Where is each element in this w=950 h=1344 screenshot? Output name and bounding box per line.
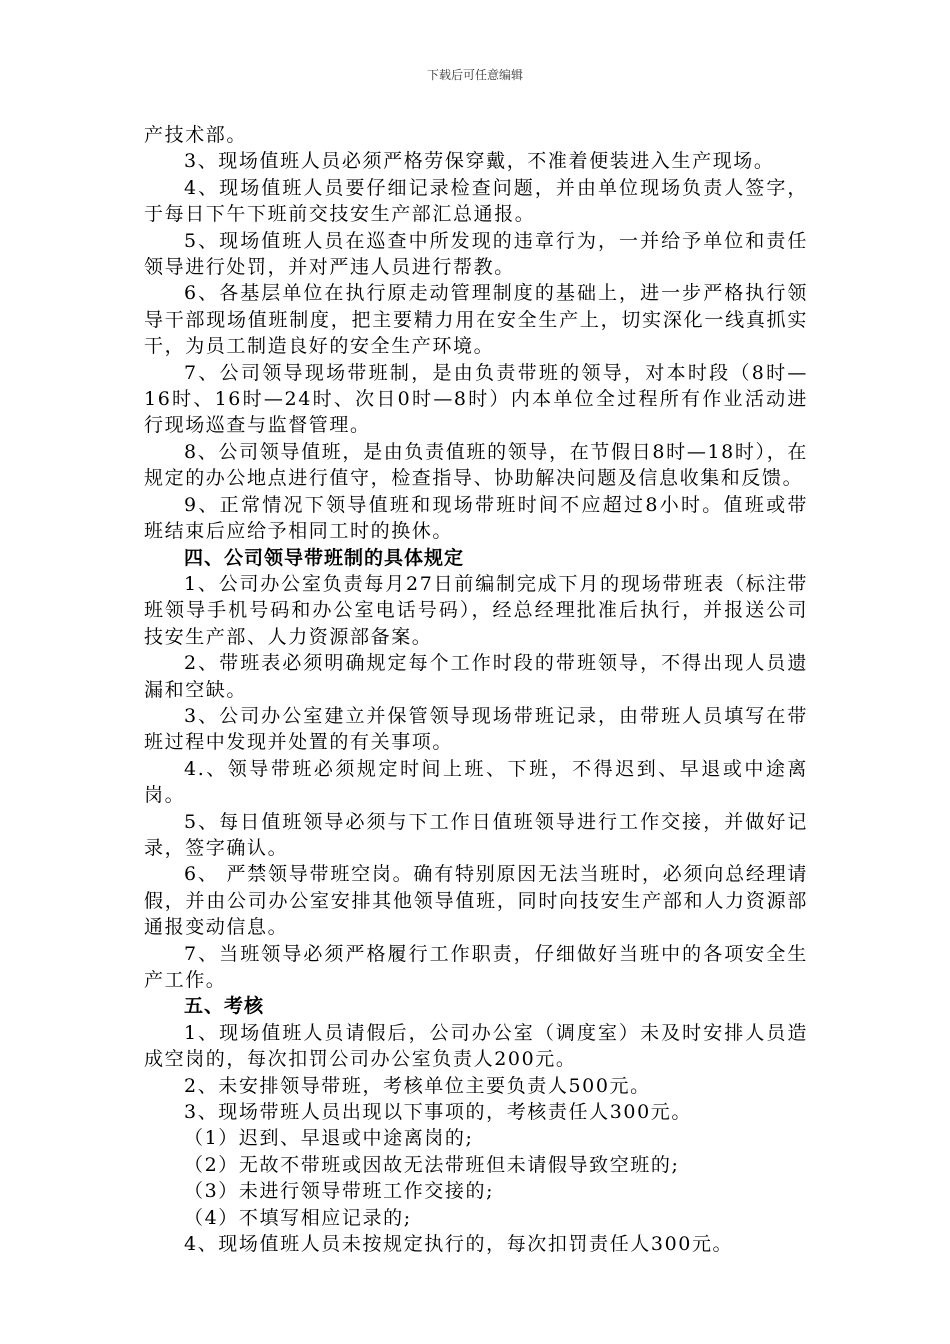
paragraph: 6、 严禁领导带班空岗。确有特别原因无法当班时，必须向总经理请假，并由公司办公室安排其他领导值班，同时向技安生产部和人力资源部通报变动信息。 [144,863,808,939]
section-heading: 五、考核 [184,995,265,1018]
paragraph: 9、正常情况下领导值班和现场带班时间不应超过8小时。值班或带班结束后应给予相同工时的换休。 [144,493,808,543]
paragraph: 2、带班表必须明确规定每个工作时段的带班领导，不得出现人员遗漏和空缺。 [144,652,808,701]
paragraph: 7、当班领导必须严格履行工作职责，仔细做好当班中的各项安全生产工作。 [144,942,808,991]
paragraph: 2、未安排领导带班，考核单位主要负责人500元。 [184,1074,651,1097]
list-item: （1）迟到、早退或中途离岗的; [184,1127,474,1150]
paragraph: 4、现场值班人员未按规定执行的，每次扣罚责任人300元。 [184,1233,734,1256]
paragraph: 3、现场带班人员出现以下事项的，考核责任人300元。 [184,1101,692,1124]
paragraph: 4.、领导带班必须规定时间上班、下班，不得迟到、早退或中途离岗。 [144,757,808,807]
page-header: 下载后可任意编辑 [426,68,523,82]
paragraph: 产技术部。 [144,124,248,146]
paragraph: 3、现场值班人员必须严格劳保穿戴，不准着便装进入生产现场。 [184,150,775,173]
paragraph: 5、每日值班领导必须与下工作日值班领导进行工作交接，并做好记录，签字确认。 [144,810,808,859]
paragraph: 1、公司办公室负责每月27日前编制完成下月的现场带班表（标注带班领导手机号码和办公室电话号码），经总经理批准后执行，并报送公司技安生产部、人力资源部备案。 [144,572,808,648]
section-heading: 四、公司领导带班制的具体规定 [184,546,465,569]
paragraph: 8、公司领导值班，是由负责值班的领导，在节假日8时—18时），在规定的办公地点进行值守，检查指导、协助解决问题及信息收集和反馈。 [144,440,808,490]
list-item: （3）未进行领导带班工作交接的; [184,1180,495,1203]
document-body [144,122,808,1257]
paragraph: 5、现场值班人员在巡查中所发现的违章行为，一并给予单位和责任领导进行处罚，并对严违人员进行帮教。 [144,229,808,279]
paragraph: 6、各基层单位在执行原走动管理制度的基础上，进一步严格执行领导干部现场值班制度，把主要精力用在安全生产上，切实深化一线真抓实干，为员工制造良好的安全生产环境。 [144,282,808,358]
list-item: （2）无故不带班或因故无法带班但未请假导致空班的; [184,1153,680,1176]
paragraph: 3、公司办公室建立并保管领导现场带班记录，由带班人员填写在带班过程中发现并处置的有关事项。 [144,704,808,754]
paragraph: 4、现场值班人员要仔细记录检查问题，并由单位现场负责人签字，于每日下午下班前交技安生产部汇总通报。 [144,176,808,226]
paragraph: 7、公司领导现场带班制，是由负责带班的领导，对本时段（8时—16时、16时—24时、次日0时—8时）内本单位全过程所有作业活动进行现场巡查与监督管理。 [144,361,808,437]
paragraph: 1、现场值班人员请假后，公司办公室（调度室）未及时安排人员造成空岗的，每次扣罚公司办公室负责人200元。 [144,1021,808,1071]
list-item: （4）不填写相应记录的; [184,1206,412,1229]
